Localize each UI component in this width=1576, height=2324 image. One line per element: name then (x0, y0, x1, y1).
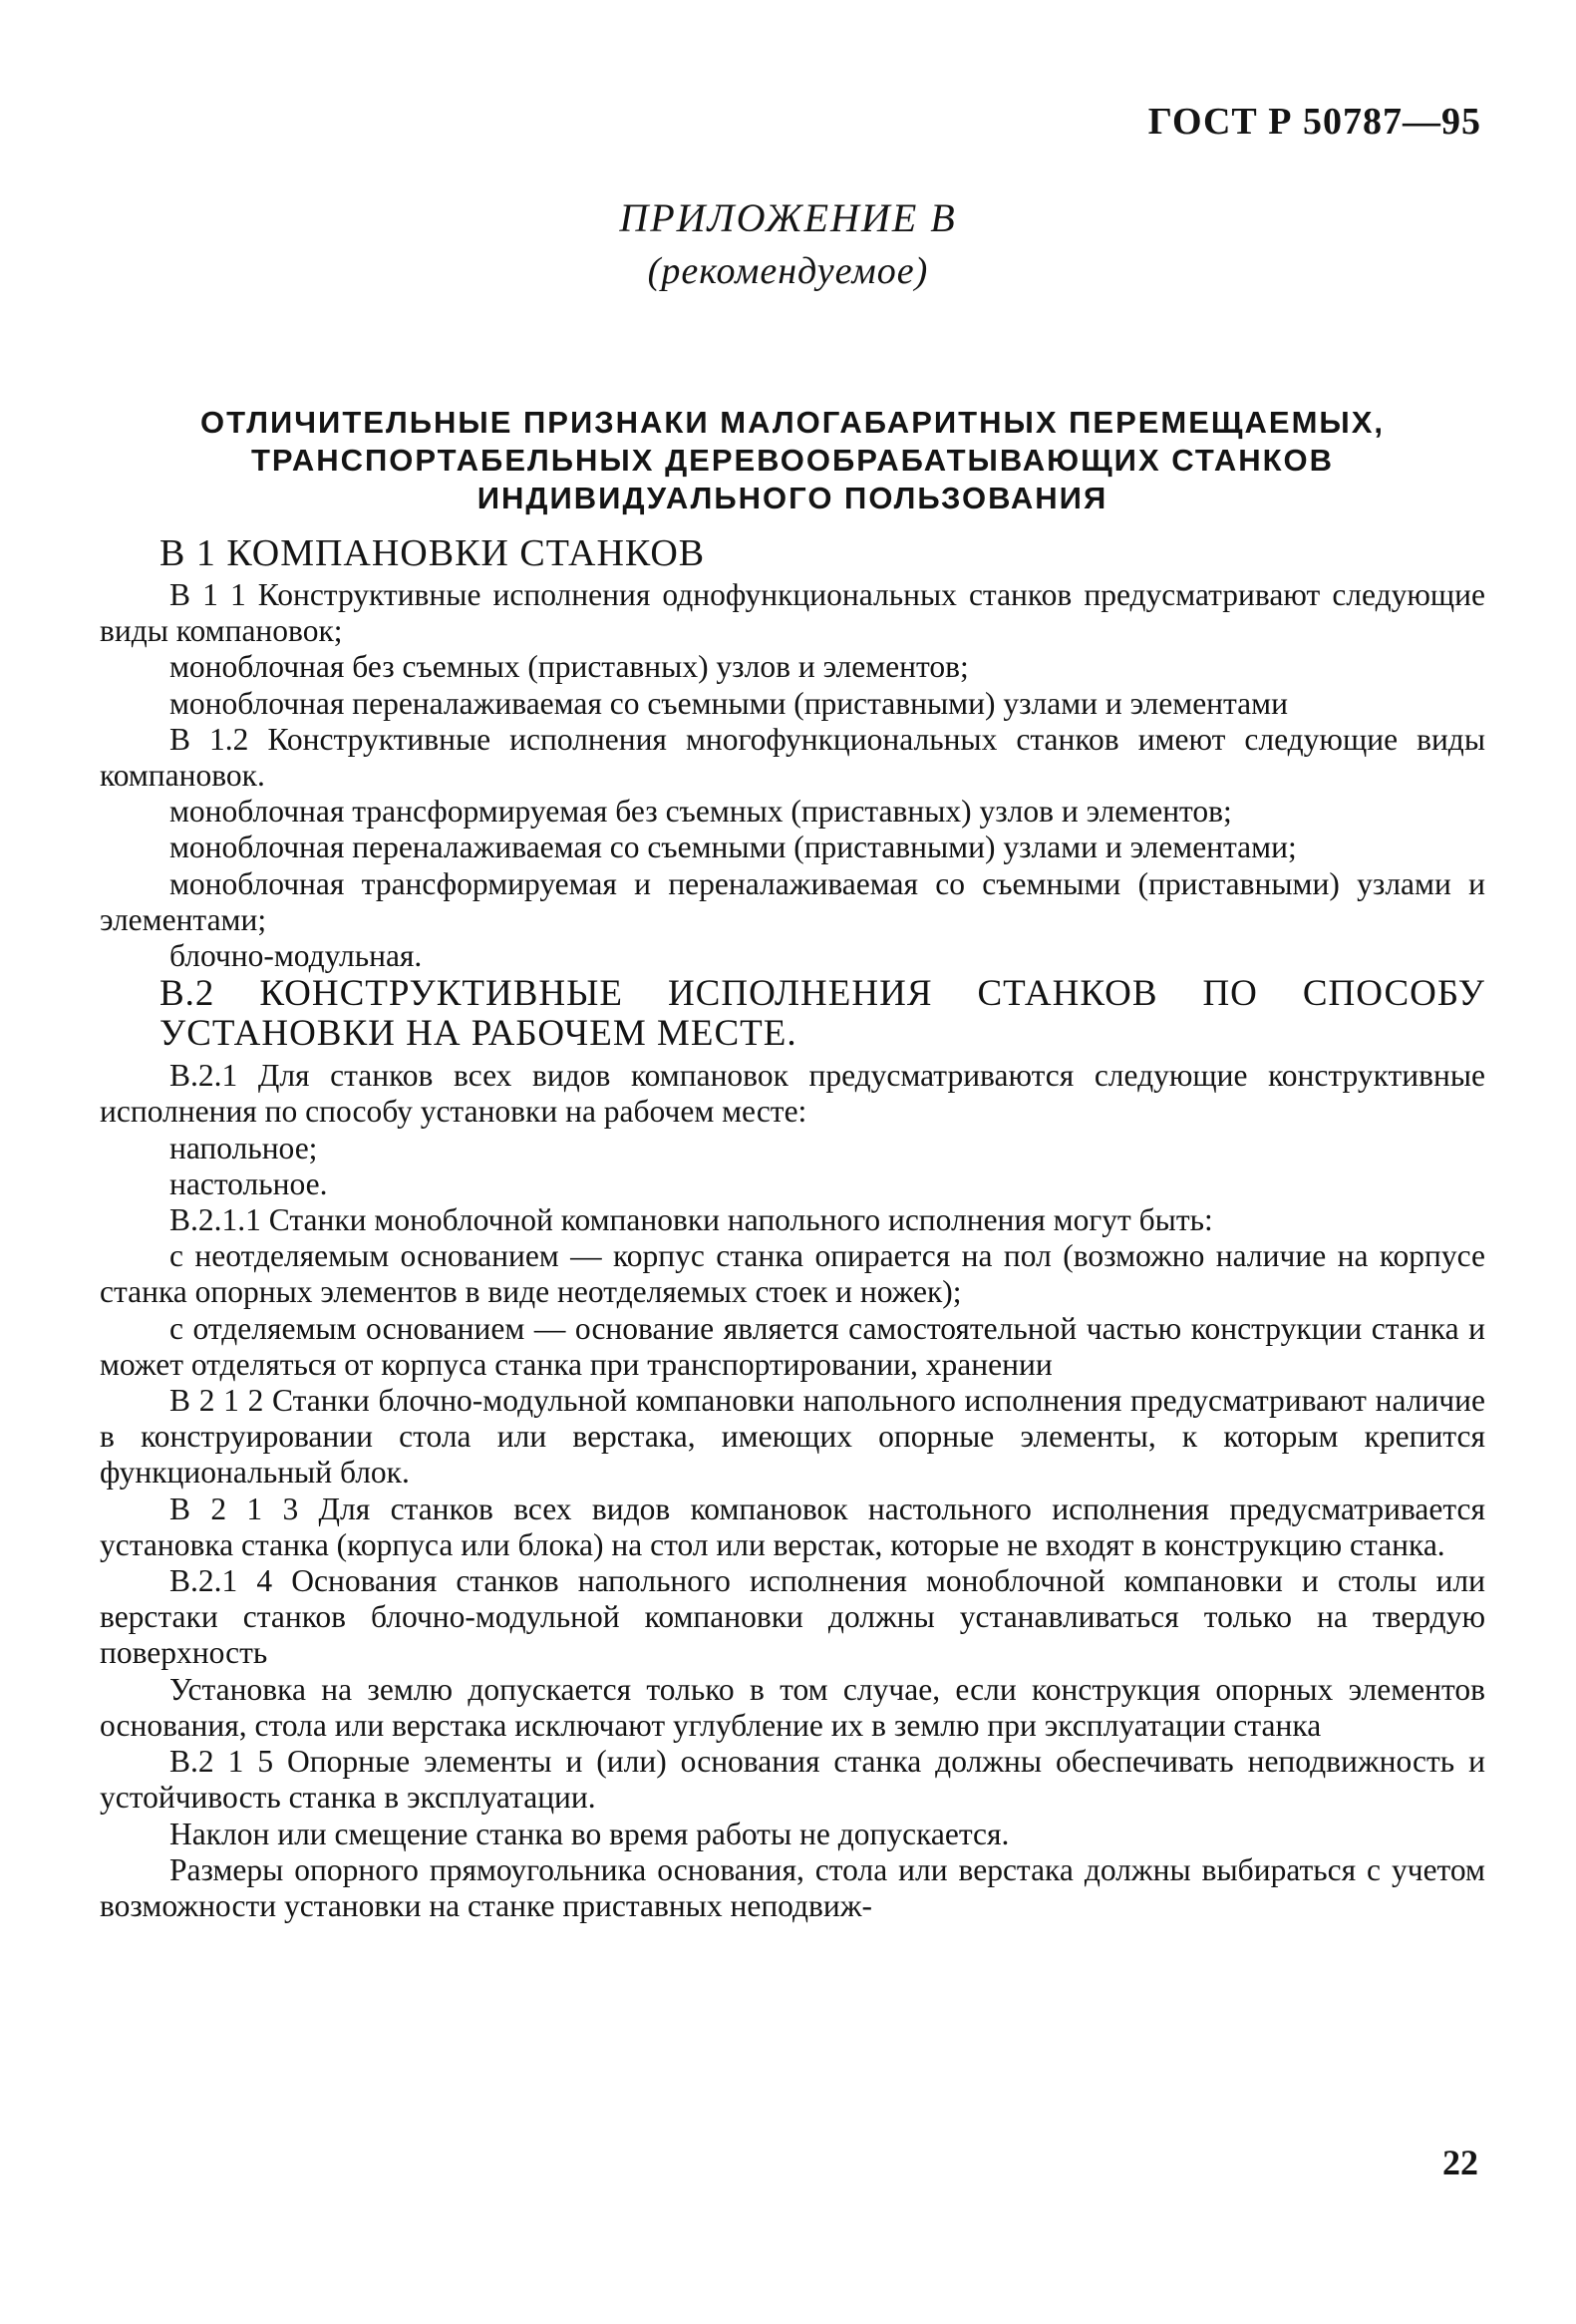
paragraph-b2-1-3: В 2 1 3 Для станков всех видов компановок настольного исполнения предусматривается установка станка (корпуса или блока) на стол или верстак, которые не входят в конструкцию станка. (100, 1491, 1485, 1562)
list-item: настольное. (169, 1165, 328, 1201)
paragraph: Установка на землю допускается только в том случае, если конструкция опорных элементов основания, стола или верстака исключают углубление их в землю при эксплуатации станка (100, 1671, 1485, 1743)
paragraph: с отделяемым основанием — основание является самостоятельной частью конструкции станка и может отделяться от корпуса станка при транспортировании, хранении (100, 1310, 1485, 1382)
document-title: ОТЛИЧИТЕЛЬНЫЕ ПРИЗНАКИ МАЛОГАБАРИТНЫХ ПЕРЕМЕЩАЕМЫХ, ТРАНСПОРТАБЕЛЬНЫХ ДЕРЕВООБРАБАТЫВАЮЩИХ СТАНКОВ ИНДИВИДУАЛЬНОГО ПОЛЬЗОВАНИЯ (199, 405, 1386, 515)
section-heading-b1: В 1 КОМПАНОВКИ СТАНКОВ (159, 532, 706, 574)
paragraph-b2-1-2: В 2 1 2 Станки блочно-модульной компановки напольного исполнения предусматривают наличие в конструировании стола или верстака, имеющих опорные элементы, к которым крепится функциональный блок. (100, 1383, 1485, 1491)
standard-designation: ГОСТ Р 50787—95 (1147, 101, 1481, 143)
section-heading-b2: В.2 КОНСТРУКТИВНЫЕ ИСПОЛНЕНИЯ СТАНКОВ ПО СПОСОБУ УСТАНОВКИ НА РАБОЧЕМ МЕСТЕ. (159, 973, 1485, 1055)
appendix-subtitle: (рекомендуемое) (647, 250, 929, 292)
list-item: моноблочная без съемных (приставных) узлов и элементов; (169, 649, 969, 685)
list-item: блочно-модульная. (169, 938, 423, 974)
paragraph-b2-1-1: В.2.1.1 Станки моноблочной компановки напольного исполнения могут быть: (169, 1202, 1213, 1238)
list-item: моноблочная трансформируемая и переналаживаемая со съемными (приставными) узлами и элементами; (100, 865, 1485, 937)
paragraph-b1-2: В 1.2 Конструктивные исполнения многофункциональных станков имеют следующие виды компановок. (100, 721, 1485, 794)
page-number: 22 (1442, 2143, 1478, 2182)
list-item: моноблочная трансформируемая без съемных (приставных) узлов и элементов; (169, 794, 1232, 830)
paragraph: с неотделяемым основанием — корпус станка опирается на пол (возможно наличие на корпусе станка опорных элементов в виде неотделяемых стоек и ножек); (100, 1238, 1485, 1310)
paragraph-b2-1: В.2.1 Для станков всех видов компановок предусматриваются следующие конструктивные исполнения по способу установки на рабочем месте: (100, 1058, 1485, 1130)
appendix-title: ПРИЛОЖЕНИЕ В (619, 195, 957, 240)
paragraph-b2-1-5: В.2 1 5 Опорные элементы и (или) основания станка должны обеспечивать неподвижность и устойчивость станка в эксплуатации. (100, 1744, 1485, 1816)
list-item: моноблочная переналаживаемая со съемными (приставными) узлами и элементами; (169, 830, 1297, 865)
list-item: напольное; (169, 1130, 318, 1165)
paragraph-b1-1: В 1 1 Конструктивные исполнения однофункциональных станков предусматривают следующие виды компановок; (100, 577, 1485, 649)
list-item: моноблочная переналаживаемая со съемными (приставными) узлами и элементами (169, 685, 1288, 721)
paragraph: Размеры опорного прямоугольника основания, стола или верстака должны выбираться с учетом возможности установки на станке приставных неподвиж- (100, 1851, 1485, 1923)
paragraph: Наклон или смещение станка во время работы не допускается. (169, 1816, 1010, 1851)
paragraph-b2-1-4: В.2.1 4 Основания станков напольного исполнения моноблочной компановки и столы или верстаки станков блочно-модульной компановки должны устанавливаться только на твердую поверхность (100, 1563, 1485, 1671)
body-text (100, 533, 1485, 1924)
